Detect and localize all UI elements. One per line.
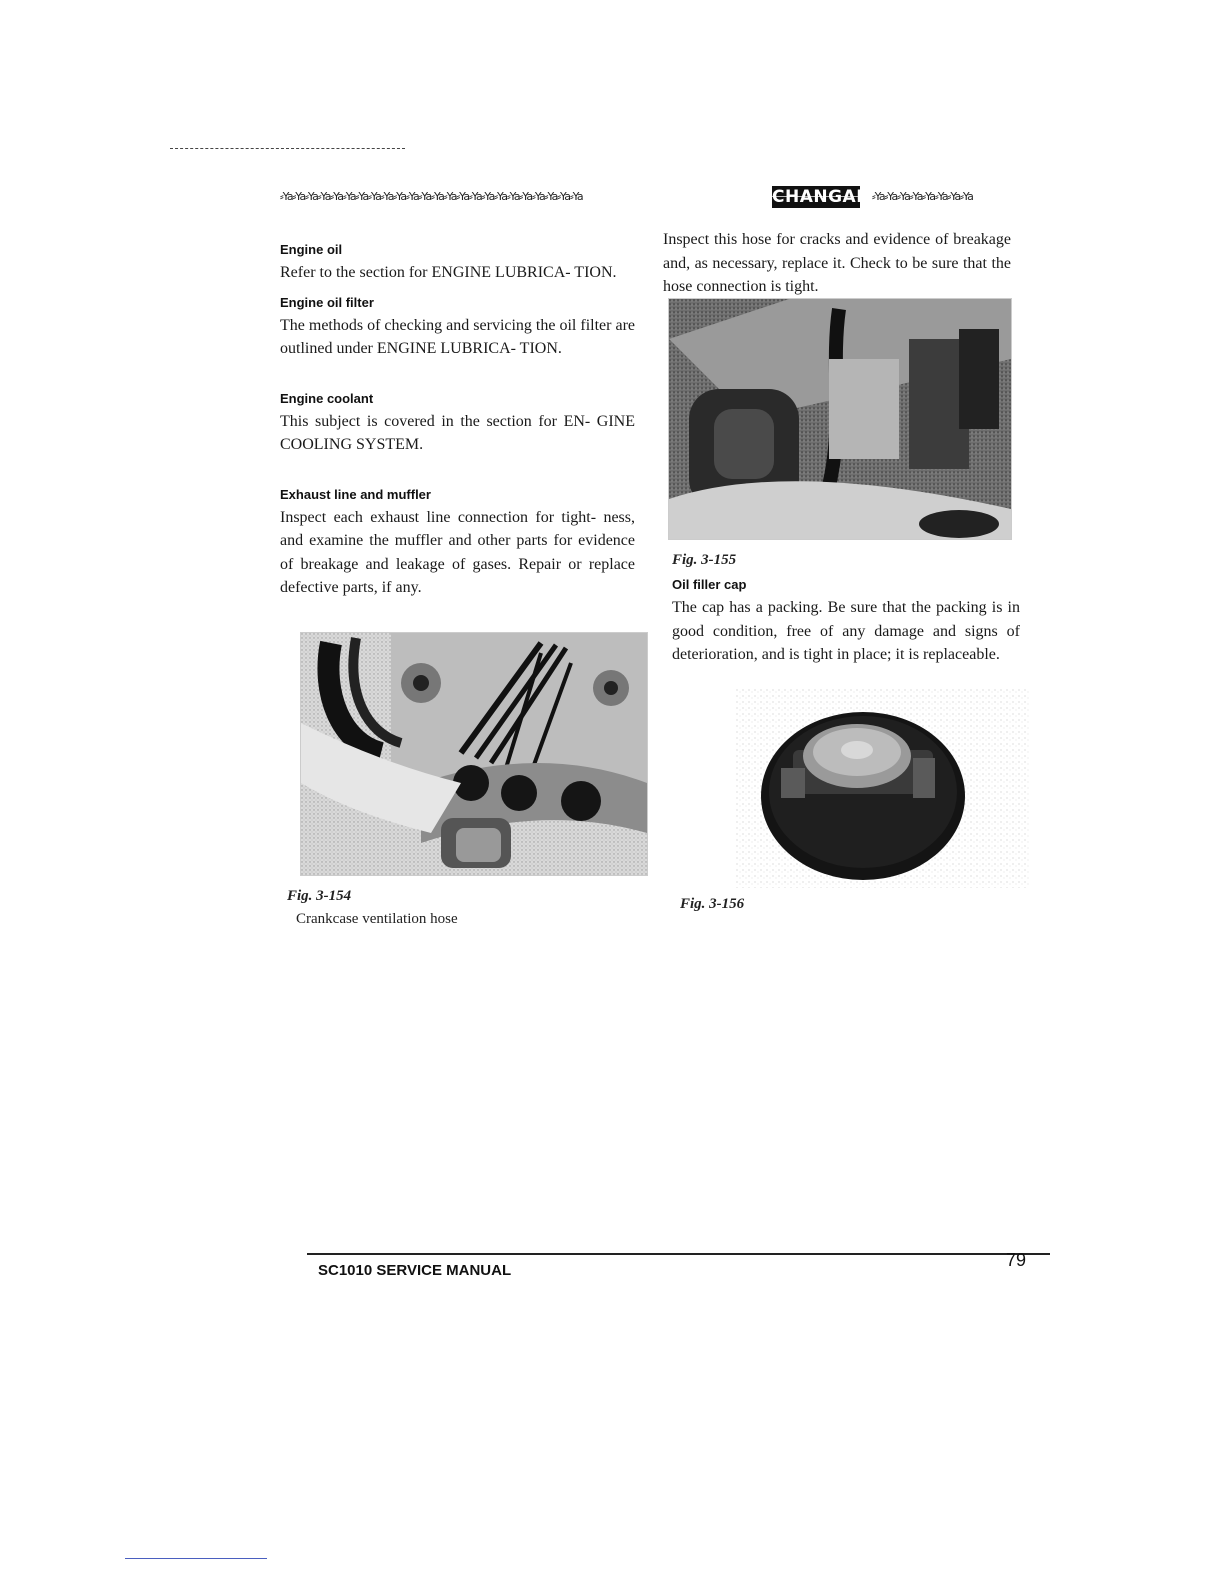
- section-heading: Engine oil: [280, 242, 343, 257]
- figure-155-photo: [668, 298, 1012, 540]
- section-heading: Exhaust line and muffler: [280, 486, 431, 502]
- figure-154-caption: [287, 888, 458, 928]
- figure-156-label: Fig. 3-156: [680, 896, 745, 912]
- figure-156-photo: [735, 688, 1030, 888]
- brand-logo: CHANGAN: [772, 187, 871, 207]
- section-text: The cap has a packing. Be sure that the packing is in good condition, free of any damage and signs of deterioration, and is tight in place; it is replaceable.: [672, 599, 1020, 663]
- footer-rule: [307, 1253, 1050, 1255]
- oil-filler-cap-illustration: [735, 688, 1030, 888]
- section-heading: Engine oil filter: [280, 294, 374, 310]
- figure-155-label: Fig. 3-155: [672, 552, 737, 568]
- header-ornament-left: ⸗Ya⸗Ya⸗Ya⸗Ya⸗Ya⸗Ya⸗Ya⸗Ya⸗Ya⸗Ya⸗Ya⸗Ya⸗Ya⸗Ya⸗Ya⸗Ya⸗Ya⸗Ya⸗Ya⸗Ya⸗Ya⸗Ya⸗Ya⸗Ya: [280, 190, 583, 202]
- figure-154-photo: [300, 632, 648, 876]
- figure-caption: Crankcase ventilation hose: [296, 911, 458, 927]
- page-number: 79: [1006, 1250, 1027, 1270]
- section-text: Refer to the section for ENGINE LUBRICA- TION.: [280, 264, 617, 281]
- section-heading: Engine coolant: [280, 390, 374, 406]
- engine-bay-illustration: [669, 299, 1011, 539]
- footer-title: SC1010 SERVICE MANUAL: [318, 1262, 512, 1279]
- scan-artifact-line-bottom: [125, 1558, 267, 1559]
- page-header: [280, 184, 1015, 212]
- section-text: Inspect each exhaust line connection for tight- ness, and examine the muffler and other parts for evidence of breakage and leakage of gases. Repair or replace defective parts, if any.: [280, 508, 635, 596]
- section-text: The methods of checking and servicing the oil filter are outlined under ENGINE LUBRICA- TION.: [280, 316, 635, 357]
- engine-hose-illustration: [301, 633, 647, 875]
- oil-filler-cap-section: [672, 577, 1020, 667]
- figure-label: Fig. 3-154: [287, 888, 352, 904]
- section-text: This subject is covered in the section for EN- GINE COOLING SYSTEM.: [280, 412, 635, 453]
- left-column: [280, 242, 635, 600]
- scan-artifact-line: [170, 148, 405, 149]
- section-heading: Oil filler cap: [672, 577, 747, 592]
- hose-inspection-text: Inspect this hose for cracks and evidence of breakage and, as necessary, replace it. Check to be sure that the hose connection is tight.: [663, 231, 1011, 295]
- header-ornament-right: ⸗Ya⸗Ya⸗Ya⸗Ya⸗Ya⸗Ya⸗Ya⸗Ya: [872, 190, 973, 202]
